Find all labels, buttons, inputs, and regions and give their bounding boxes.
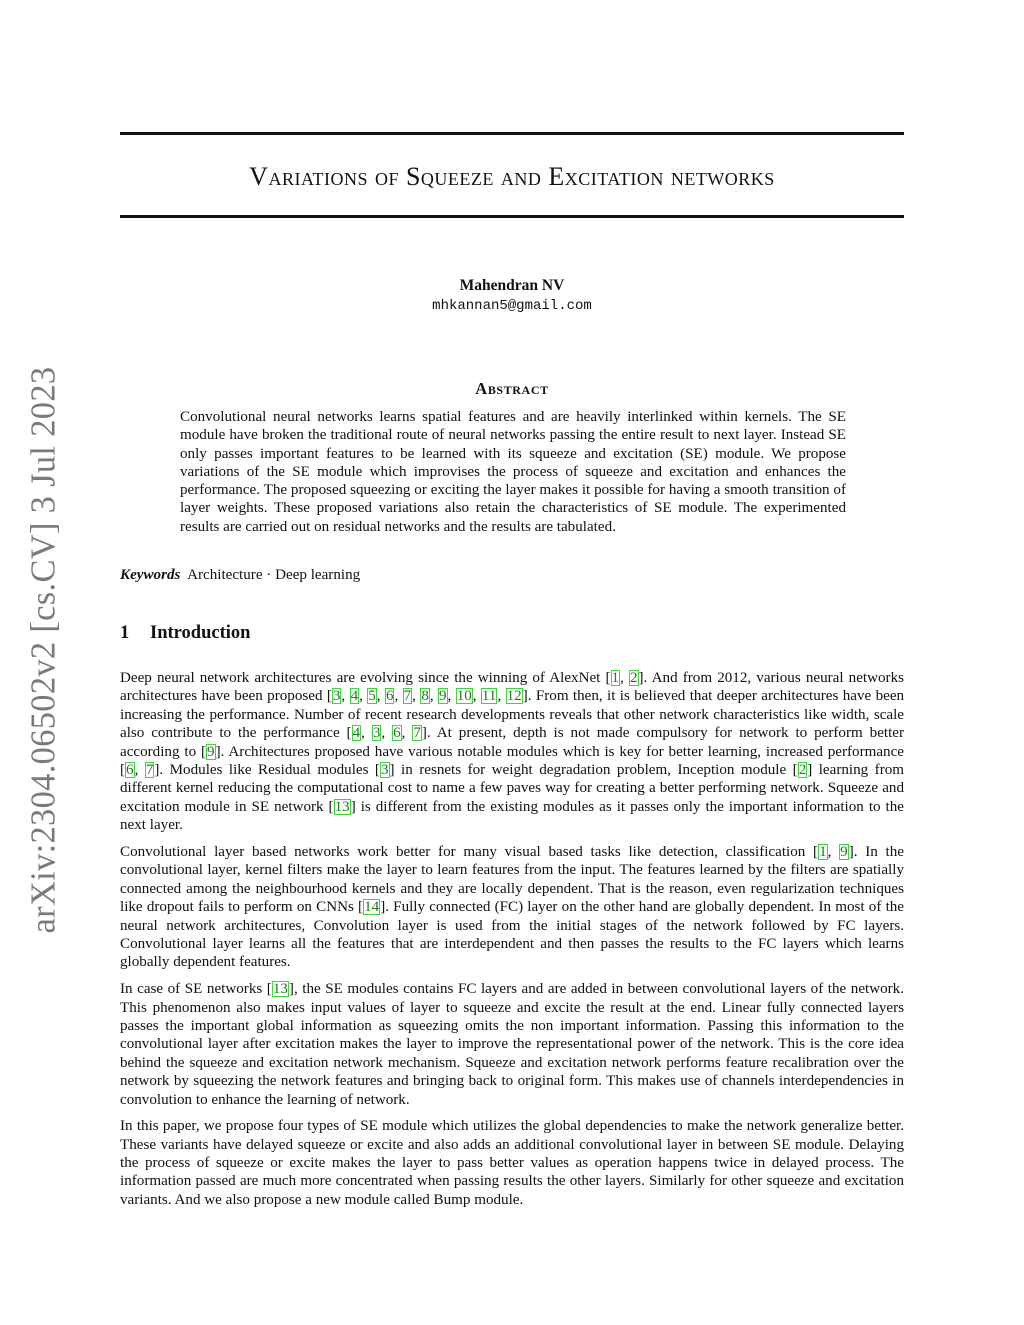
- citation-link[interactable]: 5: [368, 688, 376, 705]
- abstract-text: Convolutional neural networks learns spatial features and are heavily interlinked within kernels. The SE module have broken the traditional route of neural networks passing the entire result to next layer. Instead SE only passes important features to be learned with its squeeze and excitation (SE) module. We propose variations of the SE module which improvises the process of squeeze and excitation and enhances the performance. The proposed squeezing or exciting the layer makes it possible for having a smooth transition of layer weights. These proposed variations also retain the characteristics of SE module. The experimented results are carried out on residual networks and the results are tabulated.: [180, 409, 846, 535]
- citation-link[interactable]: 6: [385, 688, 394, 705]
- paragraph: In this paper, we propose four types of SE module which utilizes the global dependencies to make the network generalize better. These variants have delayed squeeze or excite and also adds an additional convolutional layer in between SE module. Delaying the process of squeeze or excite makes the layer to pass better values as operation happens twice in delayed process. The information passed are much more concentrated when passing results the other layers. Similarly for other squeeze and excitation variants. And we also propose a new module called Bump module.: [120, 1118, 904, 1208]
- citation-link[interactable]: 9: [840, 843, 848, 860]
- paragraph: In case of SE networks [13], the SE modules contains FC layers and are added in between convolutional layers of the network. This phenomenon also makes input values of layer to squeeze and excite the result at the end. Linear fully connected layers passes the important global information as squeezing omits the non important information. Passing this information to the convolutional layer after excitation makes the layer to improve the representational power of the network. This is the core idea behind the squeeze and excitation network mechanism. Squeeze and excitation network performs feature recalibration over the network by squeezing the network features and bringing back to original form. This makes use of channels interdependencies in convolution to enhance the learning of network.: [120, 981, 905, 1108]
- citation-link[interactable]: 8: [421, 688, 429, 705]
- paragraph: Deep neural network architectures are evolving since the winning of AlexNet [1, 2]. And from 2012, various neural networks architectures have been proposed [3, 4, 5, 6, 7, 8, 9, 10, 11, 12]. From then, it is believed that deeper architectures have been increasing the performance. Number of recent research developments reveals that other network characteristics like width, scale also contribute to the performance [4, 3, 6, 7]. At present, depth is not made compulsory for network to perform better according to [9]. Architectures proposed have various notable modules which is key for better learning, increased performance [6, 7]. Modules like Residual modules [3] in resnets for weight degradation problem, Inception module [2] learning from different kernel reducing the computational cost to name a few paves way for creating a better performing network. Squeeze and excitation module in SE network [13] is different from the existing modules as it passes only the important information to the next layer.: [120, 670, 905, 834]
- citation-link[interactable]: 10: [456, 688, 472, 705]
- citation-link[interactable]: 14: [364, 899, 380, 916]
- arxiv-identifier-text: arXiv:2304.06502v2 [cs.CV] 3 Jul 2023: [24, 366, 63, 934]
- citation-link[interactable]: 2: [629, 670, 638, 686]
- citation-link[interactable]: 13: [334, 798, 350, 815]
- citation-link[interactable]: 3: [332, 688, 341, 705]
- citation-link[interactable]: 9: [439, 688, 447, 705]
- title-top-rule: [120, 132, 904, 135]
- citation-link[interactable]: 3: [372, 725, 381, 742]
- author-block: [120, 276, 904, 316]
- author-email: mhkannan5@gmail.com: [432, 298, 592, 314]
- citation-link[interactable]: 11: [481, 688, 497, 705]
- author-name: Mahendran NV: [459, 277, 565, 294]
- citation-link[interactable]: 9: [207, 743, 215, 760]
- citation-link[interactable]: 1: [819, 843, 827, 860]
- citation-link[interactable]: 6: [393, 725, 401, 742]
- paper-title: Variations of Squeeze and Excitation networks: [249, 162, 775, 191]
- citation-link[interactable]: 13: [272, 981, 288, 998]
- citation-link[interactable]: 4: [352, 725, 361, 742]
- paragraph: Convolutional layer based networks work better for many visual based tasks like detection, classification [1, 9]. In the convolutional layer, kernel filters make the layer to learn features from the input. The features learned by the filters are spatially connected among the neighbourhood kernels and they are locally dependent. That is the reason, even regularization techniques like dropout fails to perform on CNNs [14]. Fully connected (FC) layer on the other hand are globally dependent. In most of the neural network architectures, Convolution layer is used from the initial stages of the network followed by FC layers. Convolutional layer learns all the features that are interdependent and then passes the results to the FC layers which learns globally dependent features.: [120, 843, 905, 971]
- citation-link[interactable]: 4: [350, 688, 359, 705]
- citation-link[interactable]: 7: [413, 725, 421, 742]
- abstract-heading: Abstract: [475, 379, 549, 398]
- citation-link[interactable]: 3: [380, 762, 389, 779]
- keywords-text: Architecture · Deep learning: [187, 567, 361, 583]
- section-heading: [120, 621, 250, 645]
- keywords-label: Keywords: [120, 567, 181, 583]
- citation-link[interactable]: 12: [506, 688, 522, 705]
- citation-link[interactable]: 6: [126, 762, 134, 779]
- keywords-line: [120, 565, 360, 585]
- introduction-body: [120, 669, 904, 1218]
- section-title: Introduction: [150, 623, 251, 643]
- citation-link[interactable]: 7: [403, 688, 412, 705]
- section-number: 1: [120, 623, 130, 643]
- citation-link[interactable]: 7: [145, 762, 154, 779]
- title-bottom-rule: [120, 215, 904, 218]
- citation-link[interactable]: 2: [798, 762, 807, 779]
- citation-link[interactable]: 1: [611, 670, 620, 686]
